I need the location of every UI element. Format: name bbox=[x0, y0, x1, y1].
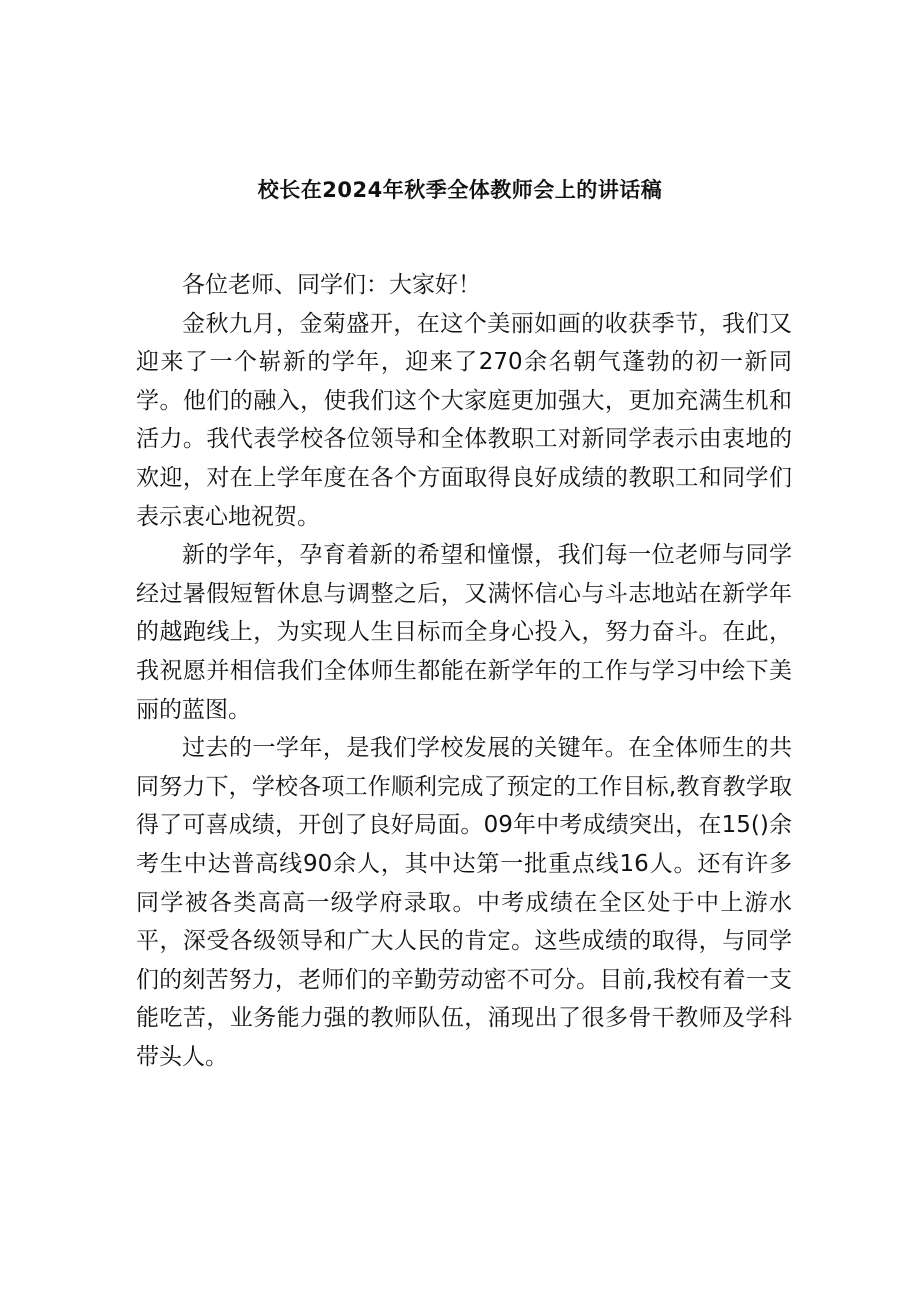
body-paragraph: 过去的一学年，是我们学校发展的关键年。在全体师生的共同努力下，学校各项工作顺利完成了预定的工作目标,教育教学取得了可喜成绩，开创了良好局面。09年中考成绩突出，在15()余考生中达普高线90余人，其中达第一批重点线16人。还有许多同学被各类高高一级学府录取。中考成绩在全区处于中上游水平，深受各级领导和广大人民的肯定。这些成绩的取得，与同学们的刻苦努力，老师们的辛勤劳动密不可分。目前,我校有着一支能吃苦，业务能力强的教师队伍，涌现出了很多骨干教师及学科带头人。 bbox=[136, 735, 792, 1070]
body-paragraph: 新的学年，孕育着新的希望和憧憬，我们每一位老师与同学经过暑假短暂休息与调整之后，又满怀信心与斗志地站在新学年的越跑线上，为实现人生目标而全身心投入，努力奋斗。在此，我祝愿并相信我们全体师生都能在新学年的工作与学习中绘下美丽的蓝图。 bbox=[136, 542, 792, 723]
page-title: 校长在2024年秋季全体教师会上的讲话稿 bbox=[257, 178, 663, 202]
body-paragraph: 金秋九月，金菊盛开，在这个美丽如画的收获季节，我们又迎来了一个崭新的学年，迎来了270余名朝气蓬勃的初一新同学。他们的融入，使我们这个大家庭更加强大，更加充满生机和活力。我代表学校各位领导和全体教职工对新同学表示由衷地的欢迎，对在上学年度在各个方面取得良好成绩的教职工和同学们表示衷心地祝贺。 bbox=[136, 310, 792, 530]
document-body bbox=[136, 266, 792, 1076]
greeting-paragraph: 各位老师、同学们：大家好！ bbox=[182, 272, 481, 298]
